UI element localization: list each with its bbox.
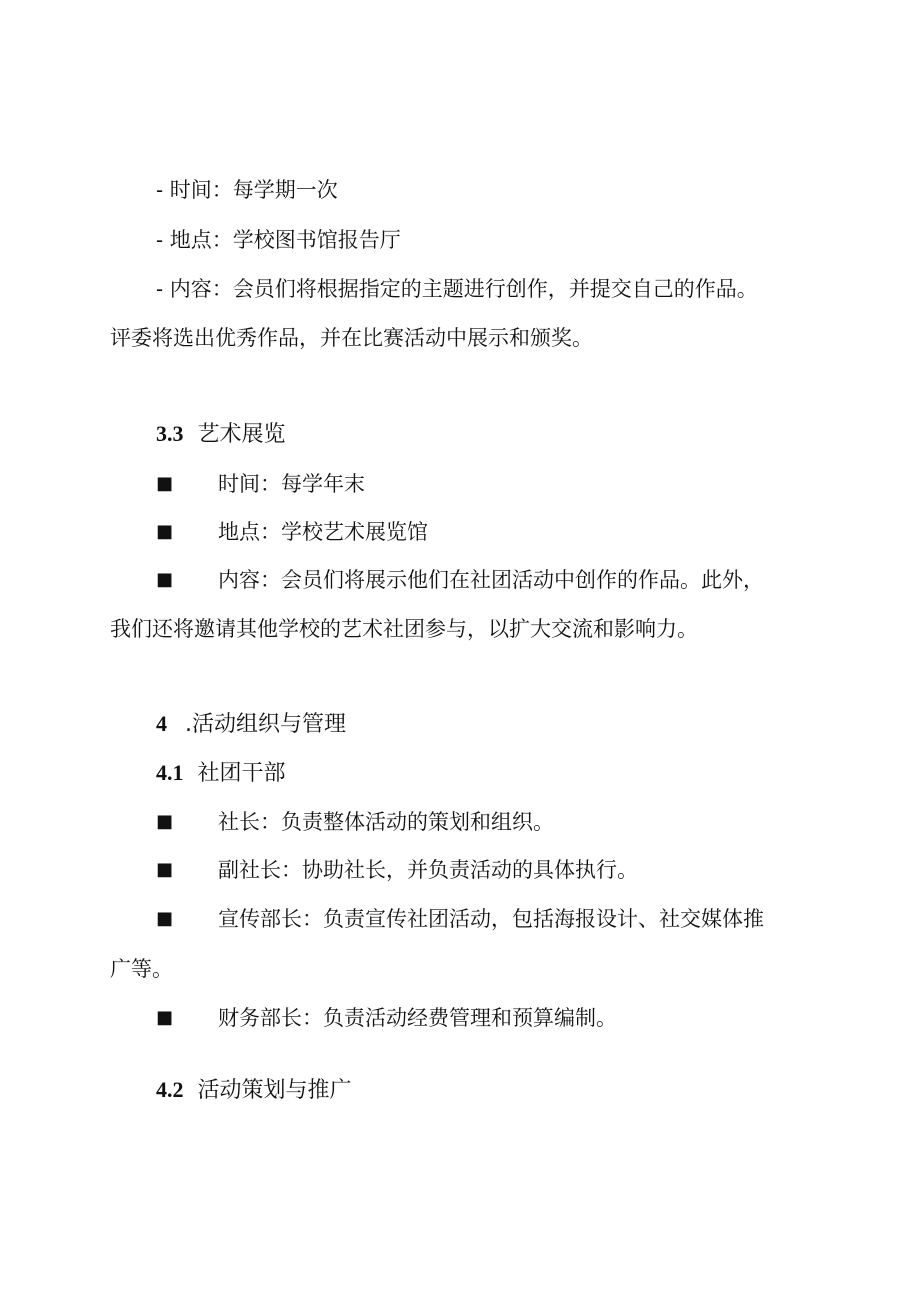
list-item: 内容：会员们将展示他们在社团活动中创作的作品。此外， <box>218 568 764 592</box>
list-item: 财务部长：负责活动经费管理和预算编制。 <box>218 1006 617 1030</box>
list-item: 地点：学校艺术展览馆 <box>218 520 428 544</box>
list-item: 时间：每学年末 <box>218 472 365 496</box>
section-heading-4-1 <box>156 759 286 788</box>
square-bullet-icon: ■ <box>156 908 174 929</box>
section-number: 4.1 <box>156 760 184 785</box>
section-title: 社团干部 <box>197 761 286 786</box>
content-item: - 内容：会员们将根据指定的主题进行创作，并提交自己的作品。 <box>156 277 758 301</box>
section-heading-4 <box>156 710 346 739</box>
square-bullet-icon: ■ <box>156 521 174 542</box>
section-number: 3.3 <box>156 421 184 446</box>
section-title: 活动策划与推广 <box>197 1078 352 1103</box>
square-bullet-icon: ■ <box>156 811 174 832</box>
square-bullet-icon: ■ <box>156 1007 174 1028</box>
list-item: 社长：负责整体活动的策划和组织。 <box>218 810 554 834</box>
list-item: 副社长：协助社长，并负责活动的具体执行。 <box>218 858 638 882</box>
location-item: - 地点：学校图书馆报告厅 <box>156 228 401 252</box>
section-title: 艺术展览 <box>197 422 286 447</box>
section-number: 4 <box>156 711 167 736</box>
paragraph-continuation: 广等。 <box>110 957 173 981</box>
section-title: .活动组织与管理 <box>185 712 346 737</box>
time-item: - 时间：每学期一次 <box>156 178 338 202</box>
list-item: 宣传部长：负责宣传社团活动，包括海报设计、社交媒体推 <box>218 907 764 931</box>
section-number: 4.2 <box>156 1077 184 1102</box>
square-bullet-icon: ■ <box>156 859 174 880</box>
content-continuation: 评委将选出优秀作品，并在比赛活动中展示和颁奖。 <box>110 326 593 350</box>
square-bullet-icon: ■ <box>156 569 174 590</box>
paragraph-continuation: 我们还将邀请其他学校的艺术社团参与，以扩大交流和影响力。 <box>110 617 698 641</box>
section-heading-3-3 <box>156 420 286 449</box>
square-bullet-icon: ■ <box>156 473 174 494</box>
section-heading-4-2 <box>156 1076 352 1105</box>
